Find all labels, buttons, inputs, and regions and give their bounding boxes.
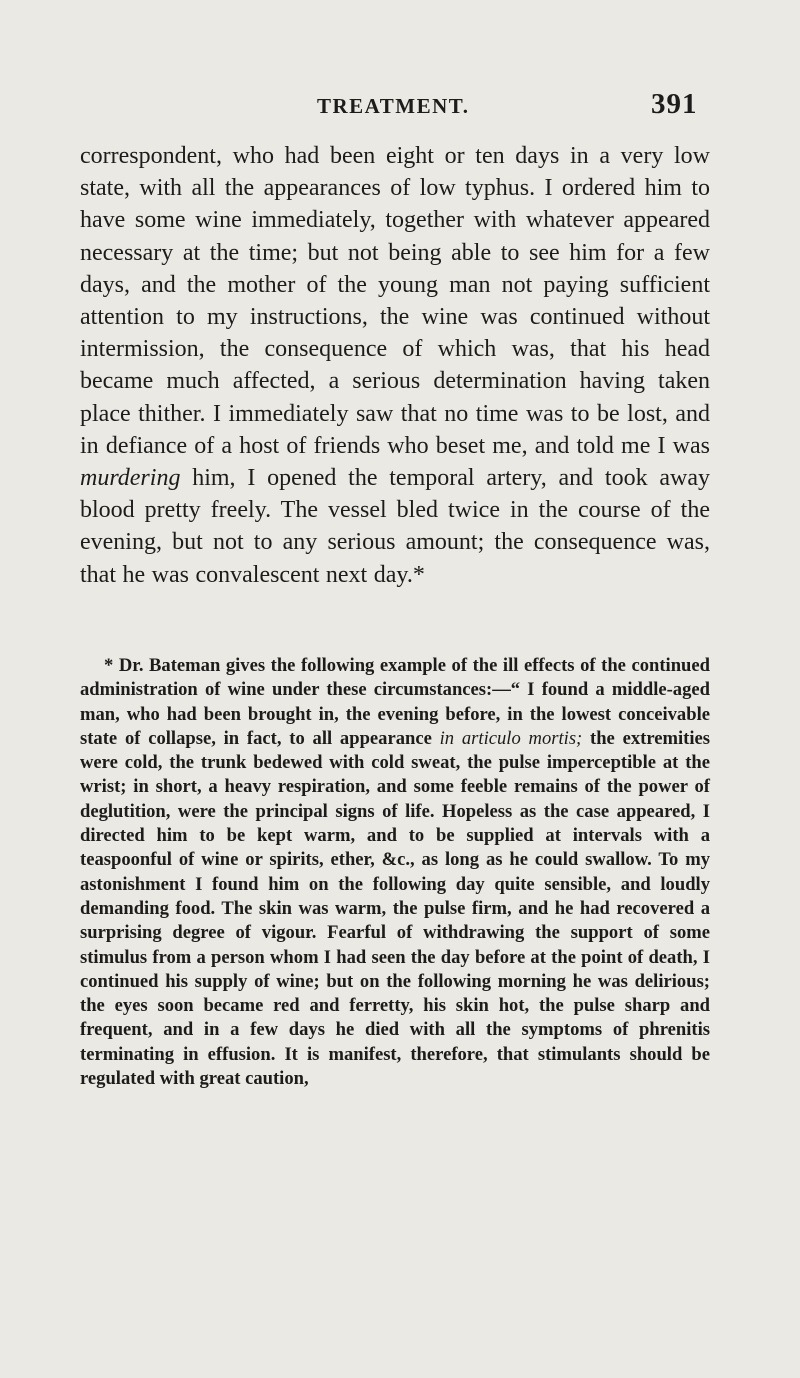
footnote-paragraph <box>80 654 710 1091</box>
body-text-part-2: him, I opened the temporal artery, and took away blood pretty freely. The vessel bled twice in the course of the evening, but not to any serious amount; the consequence was, that he was convalescent next day.* <box>80 465 710 588</box>
body-italic-text: murdering <box>80 465 181 492</box>
page-header <box>0 88 800 128</box>
page-number: 391 <box>651 88 698 120</box>
footnote-italic-text: in articulo mortis; <box>439 727 583 749</box>
body-text-part-1: correspondent, who had been eight or ten days in a very low state, with all the appearances of low typhus. I ordered him to have some wine immediately, together with whatever appeared necessary at the time; but not being able to see him for a few days, and the mother of the young man not paying sufficient attention to my instructions, the wine was continued without intermission, the consequence of which was, that his head became much affected, a serious determination having taken place thither. I immediately saw that no time was to be lost, and in defiance of a host of friends who beset me, and told me I was <box>80 143 710 459</box>
running-head: TREATMENT. <box>317 94 470 118</box>
footnote-text-part-2: the extremities were cold, the trunk bedewed with cold sweat, the pulse imperceptible at the wrist; in short, a heavy respiration, and some feeble remains of the power of deglutition, were the principal signs of life. Hopeless as the case appeared, I directed him to be kept warm, and to be supplied at intervals with a teaspoonful of wine or spirits, ether, &c., as long as he could swallow. To my astonishment I found him on the following day quite sensible, and loudly demanding food. The skin was warm, the pulse firm, and he had recovered a surprising degree of vigour. Fearful of withdrawing the support of some stimulus from a person whom I had seen the day before at the point of death, I continued his supply of wine; but on the following morning he was delirious; the eyes soon became red and ferretty, his skin hot, the pulse sharp and frequent, and in a few days he died with all the symptoms of phrenitis terminating in effusion. It is manifest, therefore, that stimulants should be regulated with great caution, <box>80 727 710 1090</box>
main-text <box>80 140 710 591</box>
footnote-text-part-1: * Dr. Bateman gives the following example of the ill effects of the continued administration of wine under these circumstances:—“ I found a middle-aged man, who had been brought in, the evening before, in the lowest conceivable state of collapse, in fact, to all appearance <box>80 655 710 749</box>
footnote <box>80 654 710 1091</box>
body-paragraph <box>80 140 710 591</box>
